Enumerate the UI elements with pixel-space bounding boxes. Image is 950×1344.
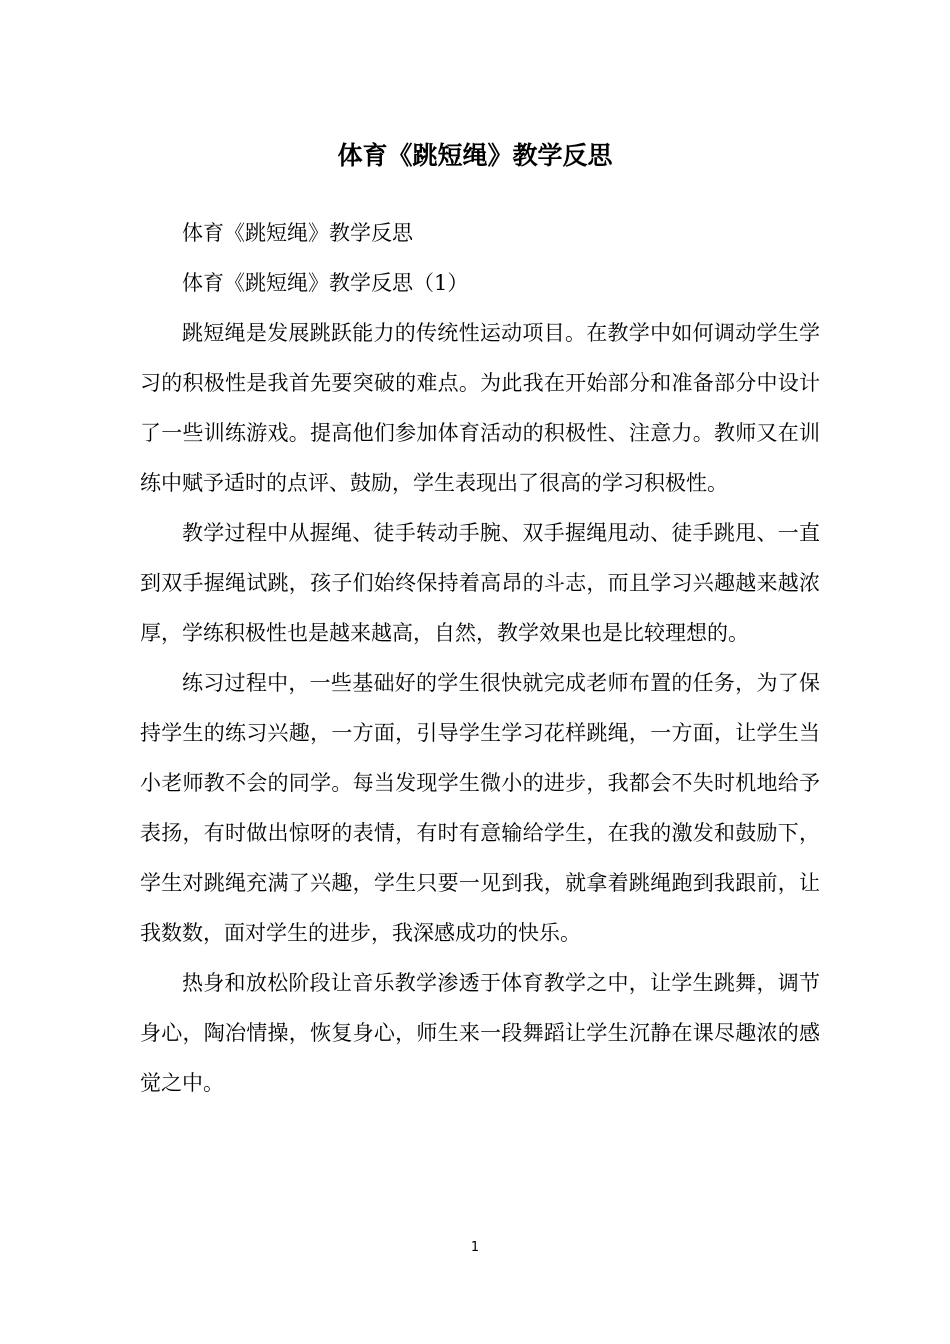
page-number: 1 [470,1240,480,1255]
paragraph-1: 跳短绳是发展跳跃能力的传统性运动项目。在教学中如何调动学生学习的积极性是我首先要突破的难点。为此我在开始部分和准备部分中设计了一些训练游戏。提高他们参加体育活动的积极性、注意力。教师又在训练中赋予适时的点评、鼓励，学生表现出了很高的学习积极性。 [140,321,820,495]
document-body [140,208,820,1108]
paragraph-2: 教学过程中从握绳、徒手转动手腕、双手握绳甩动、徒手跳甩、一直到双手握绳试跳，孩子们始终保持着高昂的斗志，而且学习兴趣越来越浓厚，学练积极性也是越来越高，自然，教学效果也是比较理想的。 [140,521,820,645]
paragraph-3: 练习过程中，一些基础好的学生很快就完成老师布置的任务，为了保持学生的练习兴趣，一方面，引导学生学习花样跳绳，一方面，让学生当小老师教不会的同学。每当发现学生微小的进步，我都会不失时机地给予表扬，有时做出惊呀的表情，有时有意输给学生，在我的激发和鼓励下，学生对跳绳充满了兴趣，学生只要一见到我，就拿着跳绳跑到我跟前，让我数数，面对学生的进步，我深感成功的快乐。 [140,671,820,945]
document-title: 体育《跳短绳》教学反思 [337,141,613,170]
paragraph-subheading: 体育《跳短绳》教学反思（1） [182,271,469,295]
paragraph-heading: 体育《跳短绳》教学反思 [182,221,413,245]
paragraph-4: 热身和放松阶段让音乐教学渗透于体育教学之中，让学生跳舞，调节身心，陶冶情操，恢复身心，师生来一段舞蹈让学生沉静在课尽趣浓的感觉之中。 [140,971,820,1095]
